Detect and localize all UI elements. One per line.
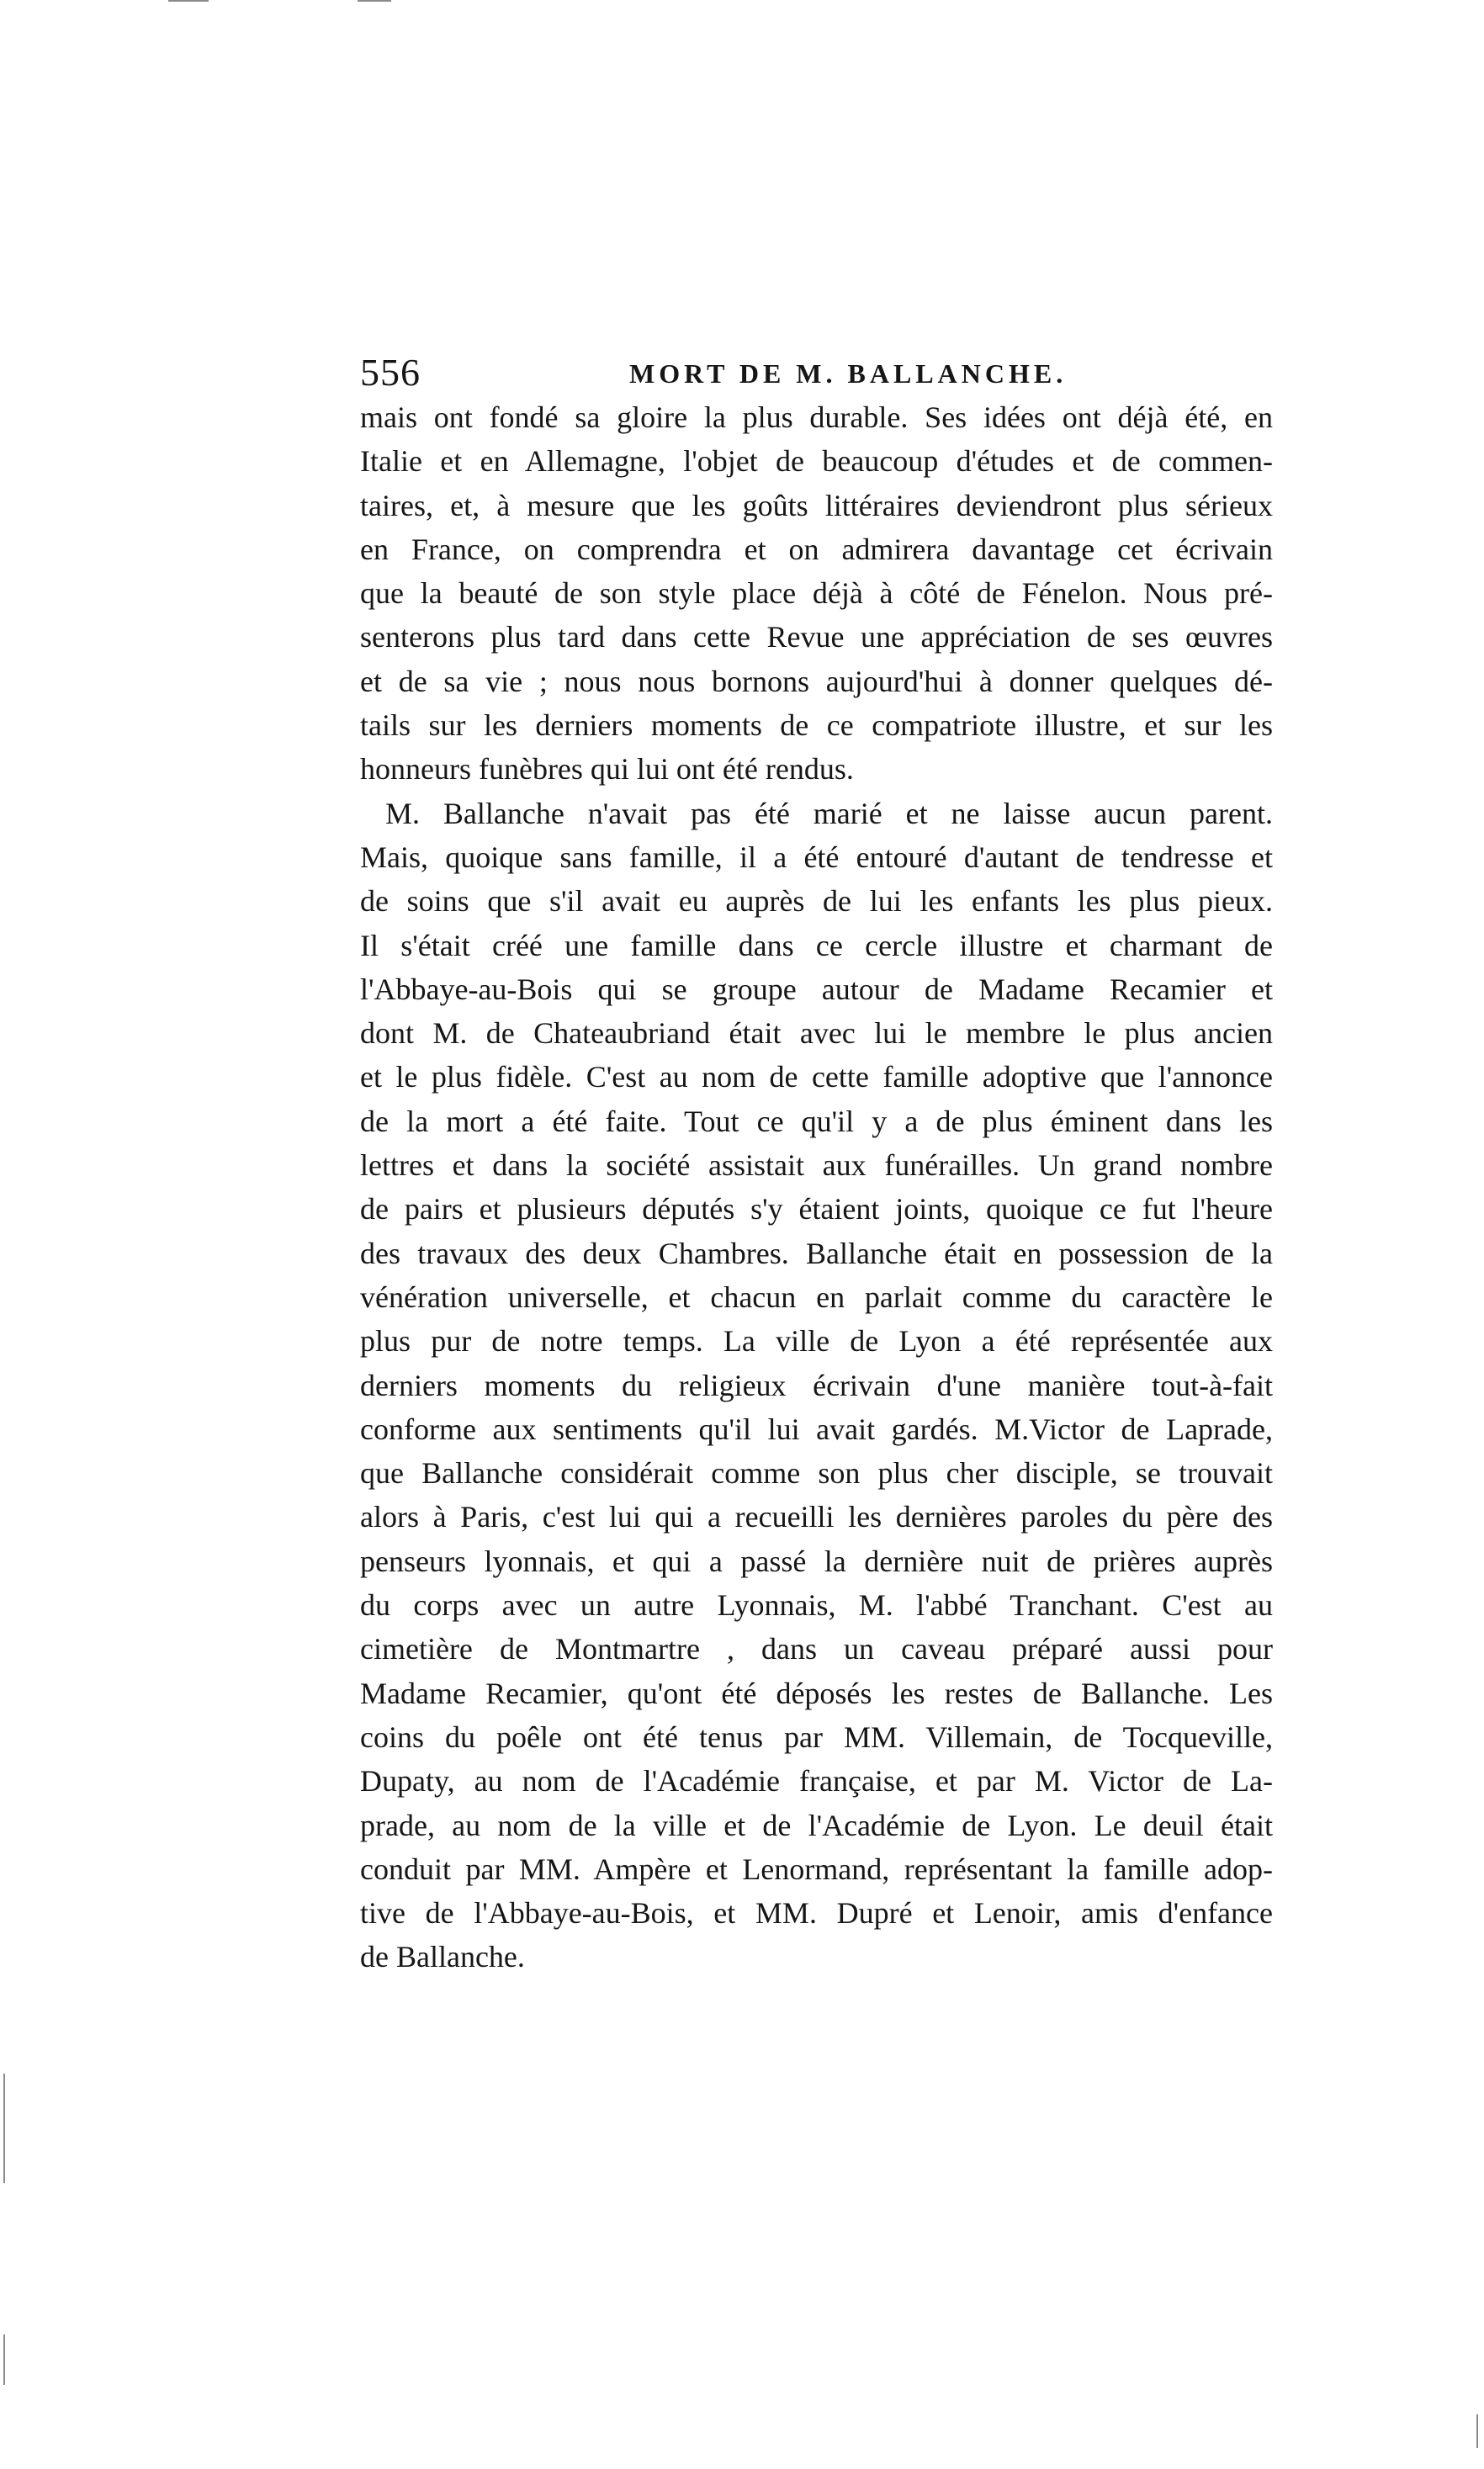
text-line: plus pur de notre temps. La ville de Lyon a été représentée aux xyxy=(360,1324,1273,1359)
text-line: de pairs et plusieurs députés s'y étaient joints, quoique ce fut l'heure xyxy=(360,1192,1273,1227)
scan-edge-mark-left-1 xyxy=(3,2074,5,2183)
text-line: alors à Paris, c'est lui qui a recueilli les dernières paroles du père des xyxy=(360,1500,1273,1534)
scan-edge-mark-top-right xyxy=(358,0,391,2)
text-line: vénération universelle, et chacun en parlait comme du caractère le xyxy=(360,1280,1273,1314)
scan-edge-mark-right xyxy=(1476,2414,1478,2448)
text-line: Madame Recamier, qu'ont été déposés les restes de Ballanche. Les xyxy=(360,1676,1273,1710)
text-line: Mais, quoique sans famille, il a été entouré d'autant de tendresse et xyxy=(360,840,1273,874)
text-line: honneurs funèbres qui lui ont été rendus. xyxy=(360,752,854,787)
text-line: et le plus fidèle. C'est au nom de cette famille adoptive que l'annonce xyxy=(360,1060,1273,1094)
text-line: Dupaty, au nom de l'Académie française, et par M. Victor de La- xyxy=(360,1764,1273,1799)
text-line: conduit par MM. Ampère et Lenormand, représentant la famille adop- xyxy=(360,1852,1273,1886)
text-line: prade, au nom de la ville et de l'Académie de Lyon. Le deuil était xyxy=(360,1808,1273,1842)
text-line: derniers moments du religieux écrivain d'une manière tout-à-fait xyxy=(360,1368,1273,1402)
text-line: dont M. de Chateaubriand était avec lui le membre le plus ancien xyxy=(360,1016,1273,1051)
text-line: Italie et en Allemagne, l'objet de beaucoup d'études et de commen- xyxy=(360,444,1273,479)
text-line: taires, et, à mesure que les goûts littéraires deviendront plus sérieux xyxy=(360,488,1273,522)
page-number: 556 xyxy=(360,351,421,394)
text-line: conforme aux sentiments qu'il lui avait gardés. M.Victor de Laprade, xyxy=(360,1412,1273,1446)
body-text xyxy=(360,395,1273,1979)
text-line: Il s'était créé une famille dans ce cercle illustre et charmant de xyxy=(360,928,1273,962)
text-line: en France, on comprendra et on admirera davantage cet écrivain xyxy=(360,532,1273,566)
text-line: et de sa vie ; nous nous bornons aujourd'hui à donner quelques dé- xyxy=(360,664,1273,698)
text-line: que la beauté de son style place déjà à côté de Fénelon. Nous pré- xyxy=(360,576,1273,611)
text-line: cimetière de Montmartre , dans un caveau préparé aussi pour xyxy=(360,1632,1273,1666)
scan-edge-mark-left-2 xyxy=(3,2334,5,2385)
text-line: que Ballanche considérait comme son plus cher disciple, se trouvait xyxy=(360,1456,1273,1491)
text-line: lettres et dans la société assistait aux funérailles. Un grand nombre xyxy=(360,1148,1273,1183)
text-line: coins du poêle ont été tenus par MM. Villemain, de Tocqueville, xyxy=(360,1719,1273,1754)
text-line: de soins que s'il avait eu auprès de lui les enfants les plus pieux. xyxy=(360,884,1273,919)
text-line: M. Ballanche n'avait pas été marié et ne laisse aucun parent. xyxy=(385,796,1273,830)
running-title: MORT DE M. BALLANCHE. xyxy=(629,358,1068,389)
text-line: tails sur les derniers moments de ce compatriote illustre, et sur les xyxy=(360,708,1273,743)
text-line: senterons plus tard dans cette Revue une appréciation de ses œuvres xyxy=(360,620,1273,654)
text-line: de Ballanche. xyxy=(360,1940,525,1974)
text-line: l'Abbaye-au-Bois qui se groupe autour de Madame Recamier et xyxy=(360,972,1273,1006)
text-line: penseurs lyonnais, et qui a passé la dernière nuit de prières auprès xyxy=(360,1544,1273,1578)
text-line: des travaux des deux Chambres. Ballanche était en possession de la xyxy=(360,1236,1273,1270)
scan-edge-mark-top xyxy=(168,0,209,2)
page-header xyxy=(360,352,1273,394)
text-line: de la mort a été faite. Tout ce qu'il y a de plus éminent dans les xyxy=(360,1104,1273,1138)
text-line: du corps avec un autre Lyonnais, M. l'abbé Tranchant. C'est au xyxy=(360,1588,1273,1623)
text-line: tive de l'Abbaye-au-Bois, et MM. Dupré et Lenoir, amis d'enfance xyxy=(360,1896,1273,1931)
text-line: mais ont fondé sa gloire la plus durable. Ses idées ont déjà été, en xyxy=(360,400,1273,434)
